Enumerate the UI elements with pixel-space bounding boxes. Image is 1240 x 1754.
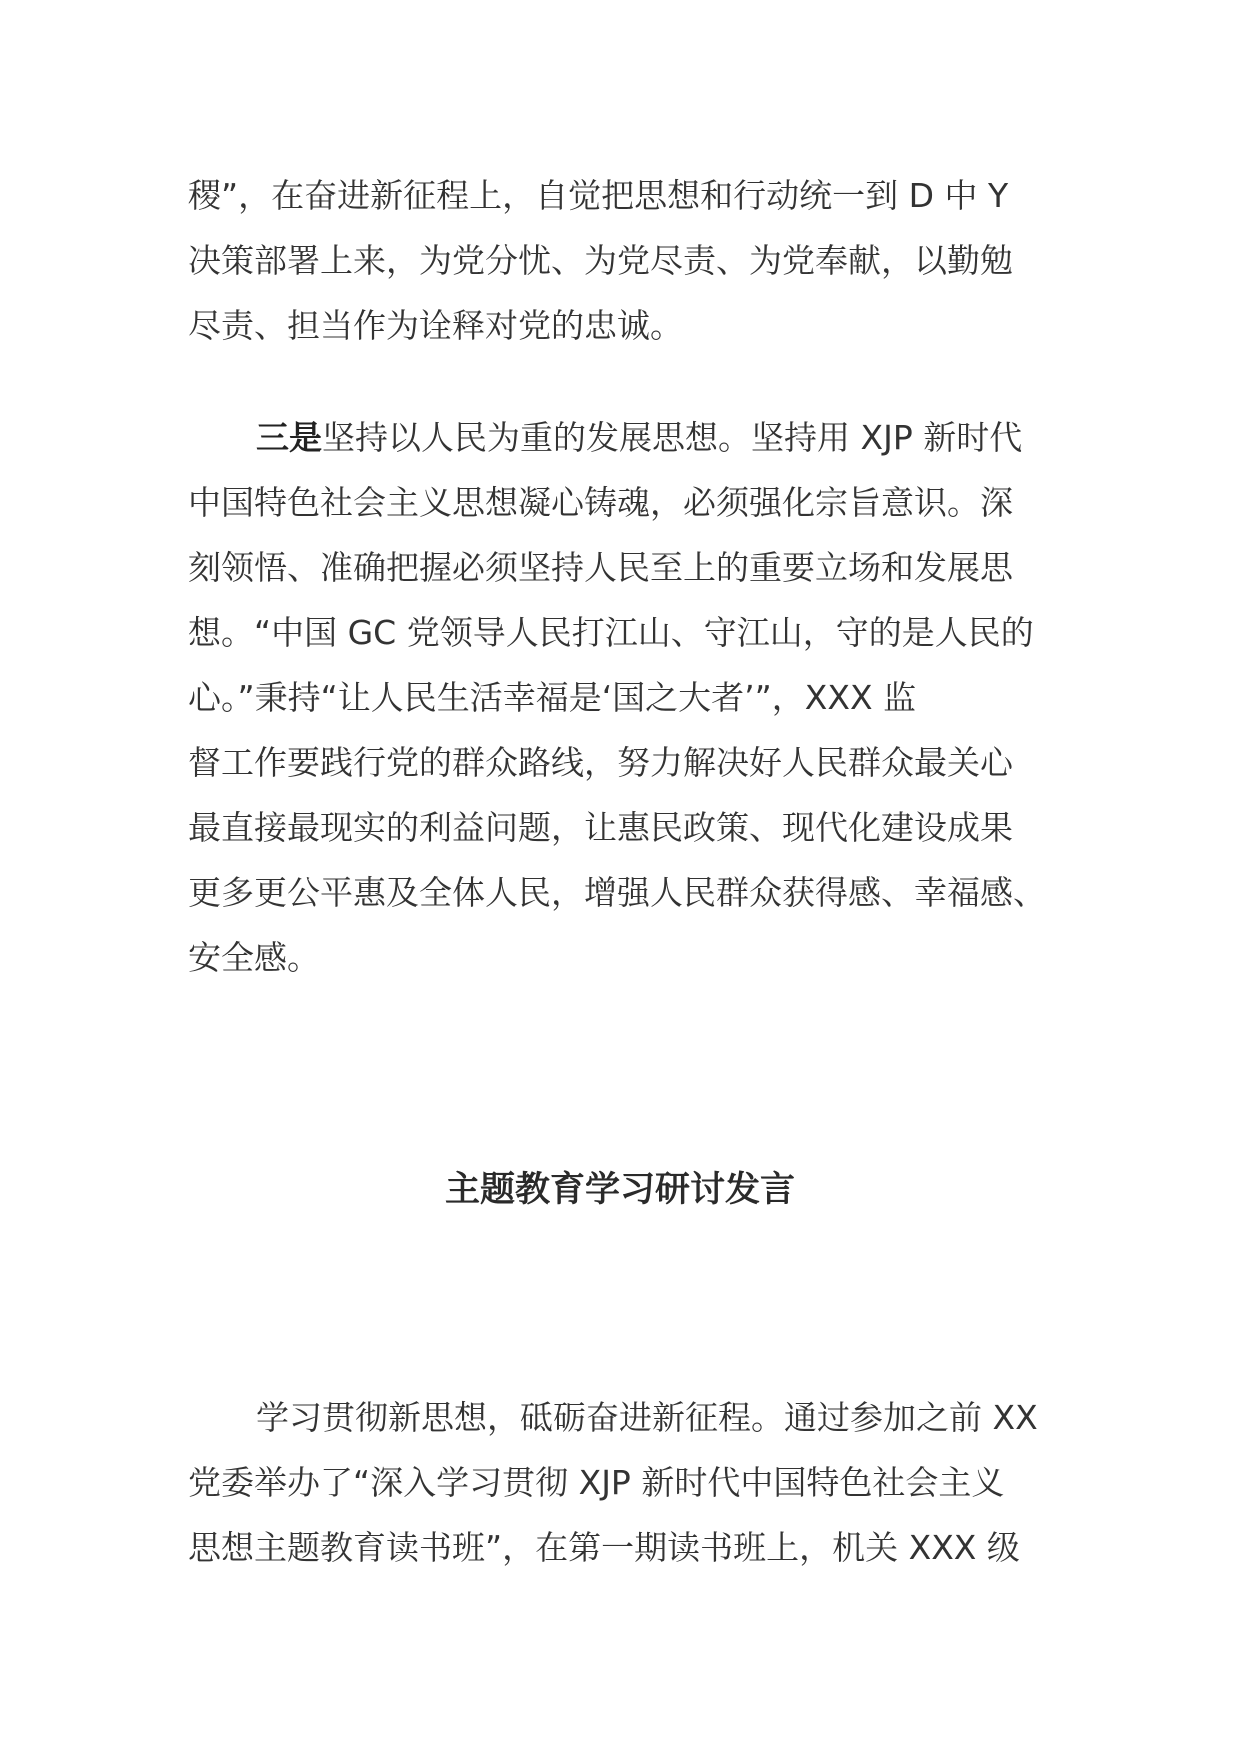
text-line: 思想主题教育读书班”，在第一期读书班上，机关 XXX 级 [188, 1528, 1020, 1567]
text-line: 最直接最现实的利益问题，让惠民政策、现代化建设成果 [188, 808, 1013, 847]
text-line-first [188, 405, 1068, 470]
text-line: 中国特色社会主义思想凝心铸魂，必须强化宗旨意识。深 [188, 483, 1013, 522]
section-heading: 主题教育学习研讨发言 [444, 1170, 795, 1210]
text-line: 决策部署上来，为党分忧、为党尽责、为党奉献，以勤勉 [188, 241, 1013, 280]
paragraph-point-three [188, 405, 1068, 990]
text-line: 稷”，在奋进新征程上，自觉把思想和行动统一到 D 中 Y [188, 176, 1009, 215]
text-line: 刻领悟、准确把握必须坚持人民至上的重要立场和发展思 [188, 548, 1013, 587]
paragraph-intro [188, 1385, 1068, 1580]
text-line: 党委举办了“深入学习贯彻 XJP 新时代中国特色社会主义 [188, 1463, 1005, 1502]
text-line: 安全感。 [188, 938, 320, 977]
text-line: 更多更公平惠及全体人民，增强人民群众获得感、幸福感、 [188, 873, 1046, 912]
text-line: 尽责、担当作为诠释对党的忠诚。 [188, 306, 683, 345]
text-line-first: 学习贯彻新思想，砥砺奋进新征程。通过参加之前 XX [256, 1398, 1038, 1437]
point-lead: 三是 [256, 418, 322, 457]
text-line: 想。“中国 GC 党领导人民打江山、守江山，守的是人民的 [188, 613, 1034, 652]
paragraph-continuation [188, 163, 1068, 358]
text-line: 心。”秉持“让人民生活幸福是‘国之大者’”，XXX 监 [188, 678, 917, 717]
point-text: 坚持以人民为重的发展思想。坚持用 XJP 新时代 [322, 418, 1023, 457]
text-line: 督工作要践行党的群众路线，努力解决好人民群众最关心 [188, 743, 1013, 782]
